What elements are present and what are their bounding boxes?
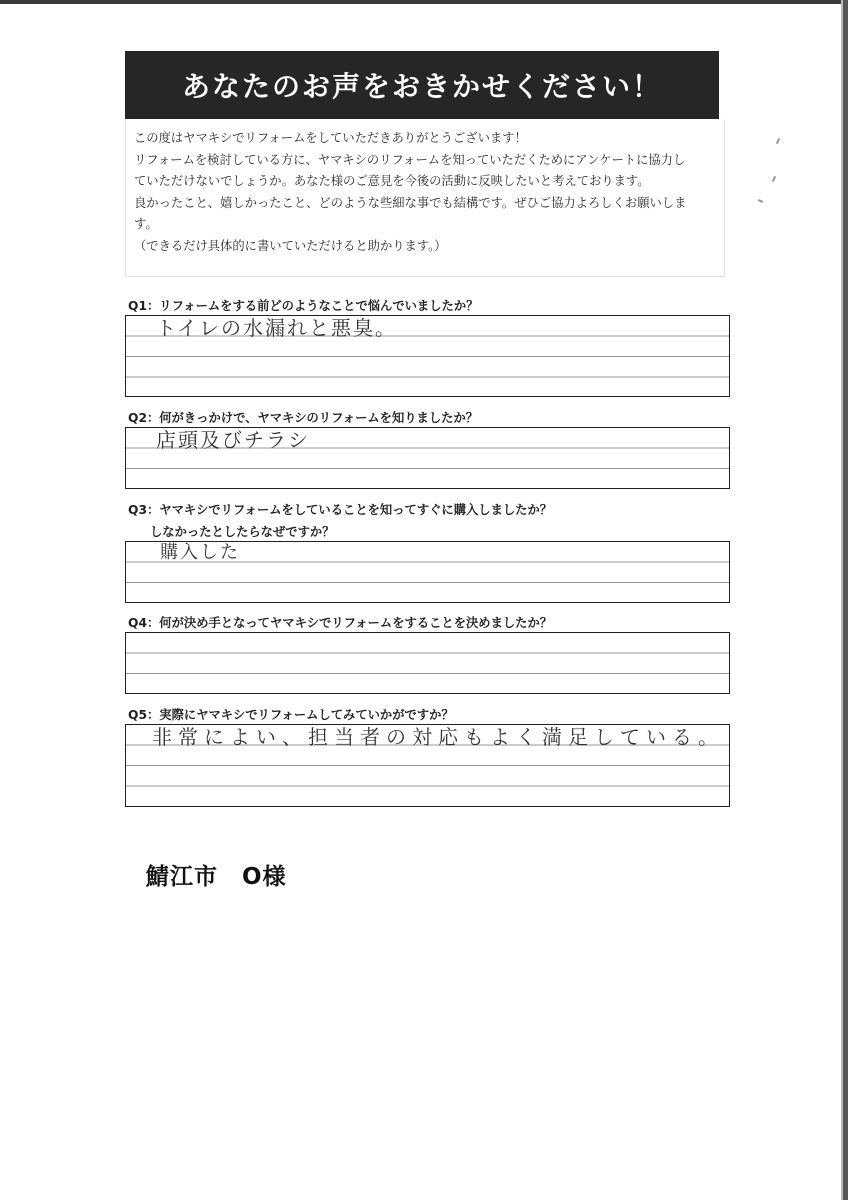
question-2-label: Q2：何がきっかけで、ヤマキシのリフォームを知りましたか？ — [128, 411, 479, 425]
answer-1-box — [125, 315, 730, 397]
question-5-label: Q5：実際にヤマキシでリフォームしてみていかがですか？ — [128, 708, 454, 722]
answer-2-handwriting: 店頭及びチラシ — [156, 428, 310, 452]
survey-title: あなたのお声をおきかせください！ — [181, 70, 662, 103]
answer-3-box — [125, 541, 730, 603]
customer-signature: 鯖江市 O様 — [146, 864, 287, 890]
answer-4-box — [125, 632, 730, 694]
scan-edge-right-inner — [841, 0, 843, 1200]
answer-2-box — [125, 427, 730, 489]
question-1-label: Q1：リフォームをする前どのようなことで悩んでいましたか？ — [128, 299, 479, 313]
question-3-label: Q3：ヤマキシでリフォームをしていることを知ってすぐに購入しましたか？ — [128, 503, 553, 517]
intro-line: リフォームを検討している方に、ヤマキシのリフォームを知っていただくためにアンケートに協力し — [134, 152, 686, 167]
intro-line: （できるだけ具体的に書いていただけると助かります。） — [134, 238, 447, 253]
intro-text-box — [125, 119, 725, 277]
scan-edge-top — [0, 0, 848, 4]
question-3-sublabel: しなかったとしたらなぜですか？ — [150, 525, 335, 539]
answer-3-handwriting: 購入した — [160, 542, 240, 563]
intro-line: す。 — [134, 217, 158, 232]
question-4-label: Q4：何が決め手となってヤマキシでリフォームをすることを決めましたか？ — [128, 616, 553, 630]
scan-edge-right — [843, 0, 848, 1200]
answer-5-handwriting: 非常によい、担当者の対応もよく満足している。 — [152, 725, 724, 749]
intro-line: 良かったこと、嬉しかったこと、どのような些細な事でも結構です。ぜひご協力よろしくお願いしま — [134, 195, 687, 210]
intro-line: この度はヤマキシでリフォームをしていただきありがとうございます！ — [134, 131, 527, 145]
intro-line: ていただけないでしょうか。あなた様のご意見を今後の活動に反映したいと考えております。 — [134, 174, 650, 189]
answer-5-box — [125, 724, 730, 807]
survey-title-banner — [125, 51, 719, 119]
answer-1-handwriting: トイレの水漏れと悪臭。 — [156, 316, 397, 340]
